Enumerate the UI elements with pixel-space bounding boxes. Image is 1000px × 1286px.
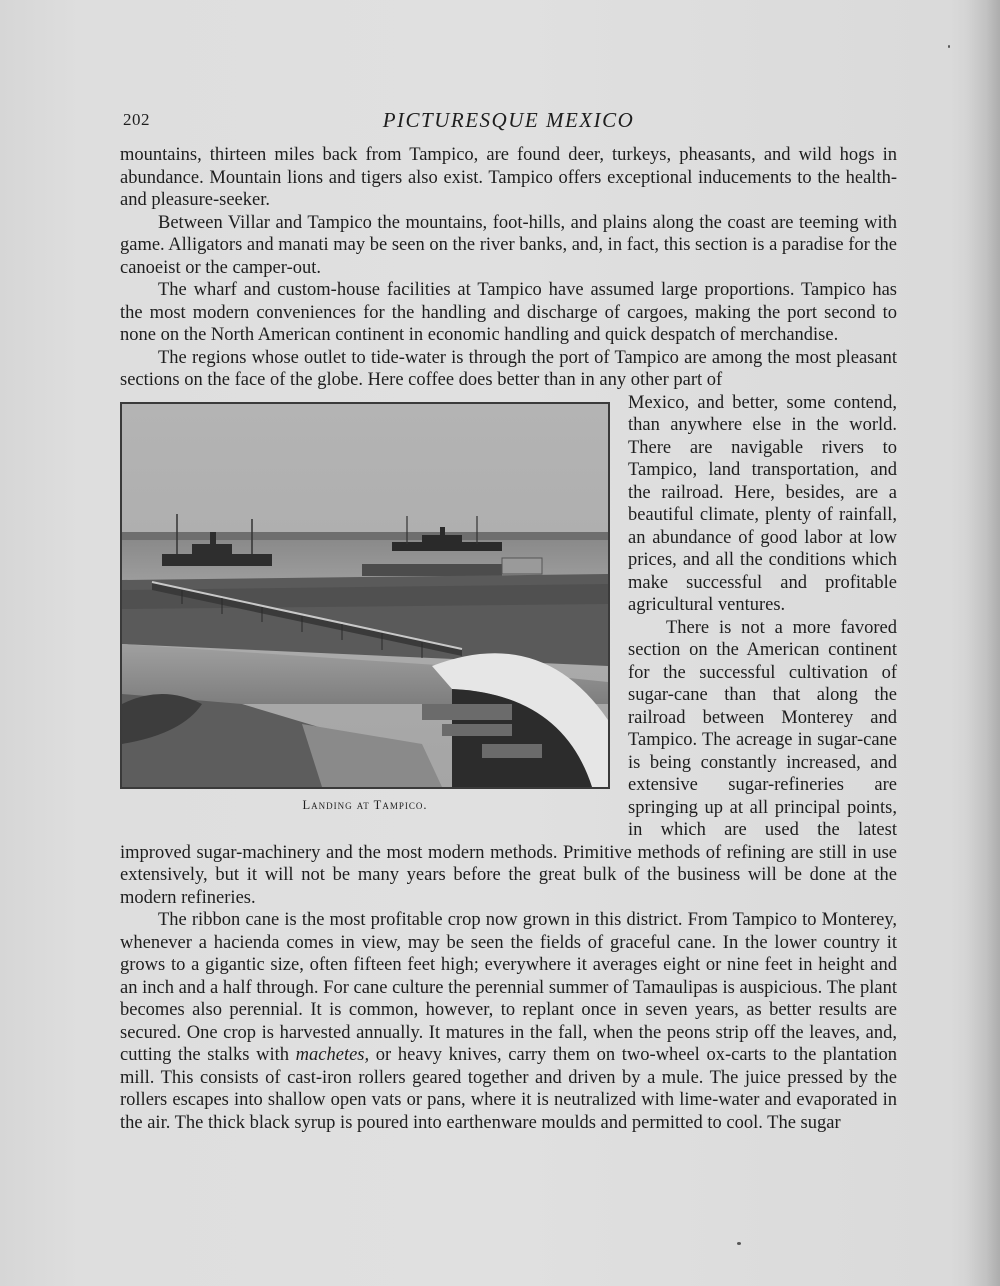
figure-landing-photo — [120, 402, 610, 817]
running-title: PICTURESQUE MEXICO — [382, 108, 635, 132]
page-header — [120, 108, 897, 134]
paragraph-5: There is not a more favored section on the American continent for the successful cultivation of sugar-cane than that along the railroad between Monterey and Tampico. The acreage in sugar-cane is being constantly increased, and extensive sugar-refineries are springing up at all principal points, in which are used the latest improved sugar-machinery and the most modern methods. Primitive methods of refining are still in use extensively, but it will not be many years before the great bulk of the business will be done at the modern refineries. — [120, 617, 897, 908]
paragraph-3: The wharf and custom-house facilities at Tampico have assumed large proportions. Tampico has the most modern conveniences for the handling and discharge of cargoes, making the port second to none on the North American continent in economic handling and quick despatch of merchandise. — [120, 280, 897, 345]
paragraph-6-part-1: The ribbon cane is the most profitable crop now grown in this district. From Tampico to Monterey, whenever a hacienda comes in view, may be seen the fields of graceful cane. In the lower country it grows to a gigantic size, often fifteen feet high; everywhere it averages eight or nine feet in height and an inch and a half through. For cane culture the perennial summer of Tamaulipas is auspicious. The plant becomes also perennial. It is common, however, to replant once in seven years, as better results are secured. One crop is harvested annually. It matures in the fall, when the peons strip off the leaves, and, cutting the stalks with — [120, 910, 897, 1065]
italic-machetes: machetes, — [295, 1045, 370, 1065]
paragraph-6 — [120, 909, 897, 1134]
body-text — [120, 144, 897, 1134]
landing-photograph — [120, 402, 610, 789]
paper-speck — [948, 45, 950, 48]
figure-caption — [120, 794, 610, 817]
paper-speck — [737, 1242, 741, 1245]
caption-text: Landing at Tampico. — [302, 797, 428, 812]
paragraph-6-part-2: or heavy knives, carry them on two-wheel ox-carts to the plantation mill. This consists of cast-iron rollers geared together and driven by a mule. The juice pressed by the rollers escapes into shallow open vats or pans, where it is neutralized with lime-water and evaporated in the air. The thick black syrup is poured into earthenware moulds and permitted to cool. The sugar — [120, 1045, 897, 1133]
page-edge-shadow — [966, 0, 1000, 1286]
page-number: 202 — [123, 110, 150, 129]
paragraph-2: Between Villar and Tampico the mountains, foot-hills, and plains along the coast are teeming with game. Alligators and manati may be seen on the river banks, and, in fact, this section is a paradise for the canoeist or the camper-out. — [120, 212, 897, 278]
paragraph-4: The regions whose outlet to tide-water is through the port of Tampico are among the most pleasant sections on the face of the globe. Here coffee does better than in any other part of — [120, 347, 897, 390]
paragraph-4-continued: Mexico, and better, some contend, than anywhere else in the world. There are navigable rivers to Tampico, land transportation, and the railroad. Here, besides, are a beautiful climate, plenty of rainfall, an abundance of good labor at low prices, and all the conditions which make successful and profitable agricultural ventures. — [628, 392, 897, 615]
paragraph-1: mountains, thirteen miles back from Tampico, are found deer, turkeys, pheasants, and wild hogs in abundance. Mountain lions and tigers also exist. Tampico offers exceptional inducements to the health- and pleasure-seeker. — [120, 145, 897, 210]
